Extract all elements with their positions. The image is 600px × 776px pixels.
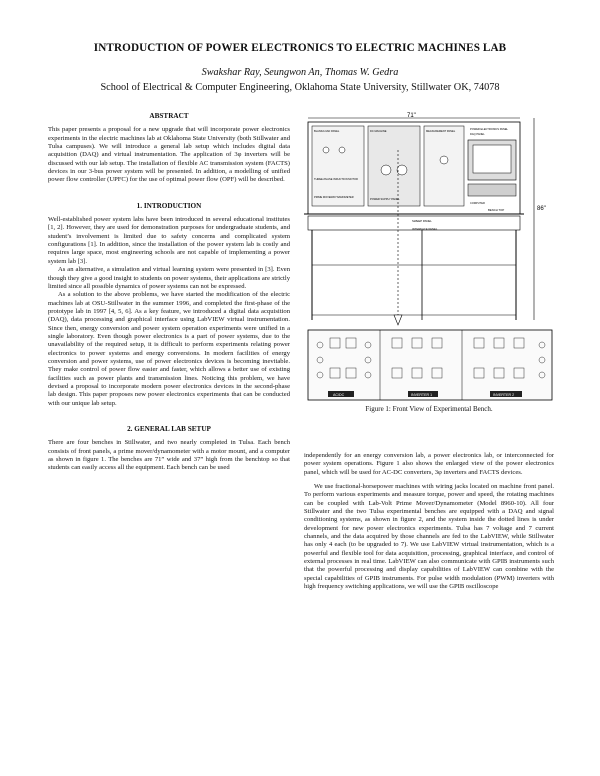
setup-paragraph-2: independently for an energy conversion lab, a power electronics lab, or interconnected for power system operations. Figure 1 also shows the enlarged view of the power electronics panel, which will be used for AC-DC converters, 3φ inverters and FACTS devices. bbox=[304, 452, 554, 476]
intro-heading: 1. INTRODUCTION bbox=[136, 201, 202, 210]
width-dimension-label: 71" bbox=[407, 113, 416, 119]
dc-machine-label: DC MACHINE bbox=[370, 130, 387, 133]
measurement-panel-label: MEASUREMENT PANEL bbox=[426, 130, 456, 133]
interface-panel-label: INTERFACE PANEL bbox=[412, 227, 438, 231]
bench-top-label: BENCH TOP bbox=[488, 208, 505, 212]
power-electronics-panel-label: POWER ELECTRONICS PANEL bbox=[470, 128, 509, 131]
sweep-panel-label: SWEEP PANEL bbox=[412, 219, 432, 223]
prime-mover-label: PRIME MOVER/DYNAMOMETER bbox=[314, 196, 354, 199]
bench-figure bbox=[302, 110, 556, 410]
intro-paragraph-1: Well-established power system labs have been introduced in several educational institutes [1, 2]. However, they are used for demonstration purposes for undergraduate students, and student’s involvement is limited due to safety concerns and complicated system configurations [1]. In addition, since the installation of the power system lab is costly and requires large space, most engineering schools are not capable of implementing a power system lab [3]. bbox=[48, 216, 290, 265]
abstract-text: This paper presents a proposal for a new upgrade that will incorporate power electronics experiments in the electric machines lab at Oklahoma State University (both Stillwater and Tulsa campuses). We will introduce a general lab setup which includes digital data acquisition (DAQ) and virtual instrumentation. The application of 3φ inverters will be discussed with our lab setup. The installation of flexible AC transmission system (FACTS) devices in our 3-bus power system will be presented. In addition, a modelling of unified power flow controller (UPFC) for the use of optimal power flow (OPF) will be described. bbox=[48, 126, 290, 184]
figure-caption: Figure 1: Front View of Experimental Bench. bbox=[365, 405, 493, 413]
height-dimension-label: 86" bbox=[537, 206, 546, 212]
setup-heading: 2. GENERAL LAB SETUP bbox=[127, 425, 211, 433]
paper-affiliation: School of Electrical & Computer Engineering, Oklahoma State University, Stillwater OK, 74078 bbox=[100, 82, 500, 93]
computer-label: COMPUTER bbox=[470, 202, 485, 205]
intro-paragraph-2: As an alternative, a simulation and virtual learning system were presented in [3]. Even though they give a good insight to students on power systems, their applications are strictly limited since all possible dynamics of power systems can not be expressed. bbox=[48, 266, 290, 290]
abstract-heading: ABSTRACT bbox=[149, 112, 189, 120]
paper-authors: Swakshar Ray, Seungwon An, Thomas W. Gedra bbox=[201, 67, 399, 78]
daq-panel-label: DAQ PANEL bbox=[470, 133, 485, 136]
right-column bbox=[304, 452, 554, 592]
induction-motor-label: THREE-PHASE INDUCTION MOTOR bbox=[314, 178, 358, 181]
ac-dc-section-label: AC/DC bbox=[333, 392, 345, 397]
intro-paragraph-3: As a solution to the above problems, we have started the modification of the electric machines lab at OSU-Stillwater in the summer 1996, and completed the first-phase of the prototype lab in 1997 [4, 5, 6]. As a key feature, we introduced a digital data acquisition (DAQ), data processing and graphical interface using LabVIEW virtual instrumentation. Since then, energy conversion and power system operation experiments were unified in a single laboratory. Even though power electronics is a part of power systems, due to the unavailability of the required setup, it is difficult to perform experiments relating power electronics to power systems and energy conversions. In modern facilities of energy conversion and power systems, use of power electronics devices is becoming inevitable. They make control of power flow easier and faster, which allows a better use of existing facilities such as power plants and transmission lines. Noticing this problem, we have devised a proposal to incorporate modern power electronics devices in the second-phase lab design. This paper proposes new power electronics experiments that can be conducted with our unique lab setup. bbox=[48, 291, 290, 407]
left-column bbox=[48, 112, 290, 473]
setup-paragraph-3: We use fractional-horsepower machines with wiring jacks located on machine front panel. To perform various experiments and measure torque, power and speed, the rotating machines can be coupled with Lab-Volt Prime Mover/Dynamometer (Model 8960-10). All four Stillwater and the two Tulsa experimental benches are equipped with a DAQ and signal conditioning systems, as shown in figure 2, and the system inside the dotted lines is under development for new power electronics experiments. Tulsa has 7 voltage and 7 current channels, and the data acquired by those channels are fed to the LabVIEW, while Stillwater has only 4 each (to be upgraded to 7). We use LabVIEW virtual instrumentation, which is a powerful and flexible tool for data acquisition, processing, graphical interface, and control of external processes in real time. LabVIEW can also communicate with GPIB instruments such that the powerful processing and display capabilities of LabVIEW can combine with the special capabilities of GPIB instruments. For pulse width modulation (PWM) inverters with high frequency switching applications, we will use the GPIB oscilloscope bbox=[304, 483, 554, 591]
inverter-2-section-label: INVERTER 2 bbox=[493, 392, 515, 397]
setup-paragraph-1: There are four benches in Stillwater, and two nearly completed in Tulsa. Each bench consists of front panels, a prime mover/dynamometer with a motor mount, and a computer as shown in figure 1. The benches are 71” wide and 37” high from the benchtop so that students can easily access all the equipment. Each bench can be used bbox=[48, 439, 290, 472]
power-supply-panel-label: POWER SUPPLY PANEL bbox=[370, 198, 400, 201]
blank-load-panel-label: BLANK/LOAD PANEL bbox=[314, 130, 340, 133]
paper-title: INTRODUCTION OF POWER ELECTRONICS TO ELECTRIC MACHINES LAB bbox=[93, 42, 507, 54]
inverter-1-section-label: INVERTER 1 bbox=[411, 392, 433, 397]
